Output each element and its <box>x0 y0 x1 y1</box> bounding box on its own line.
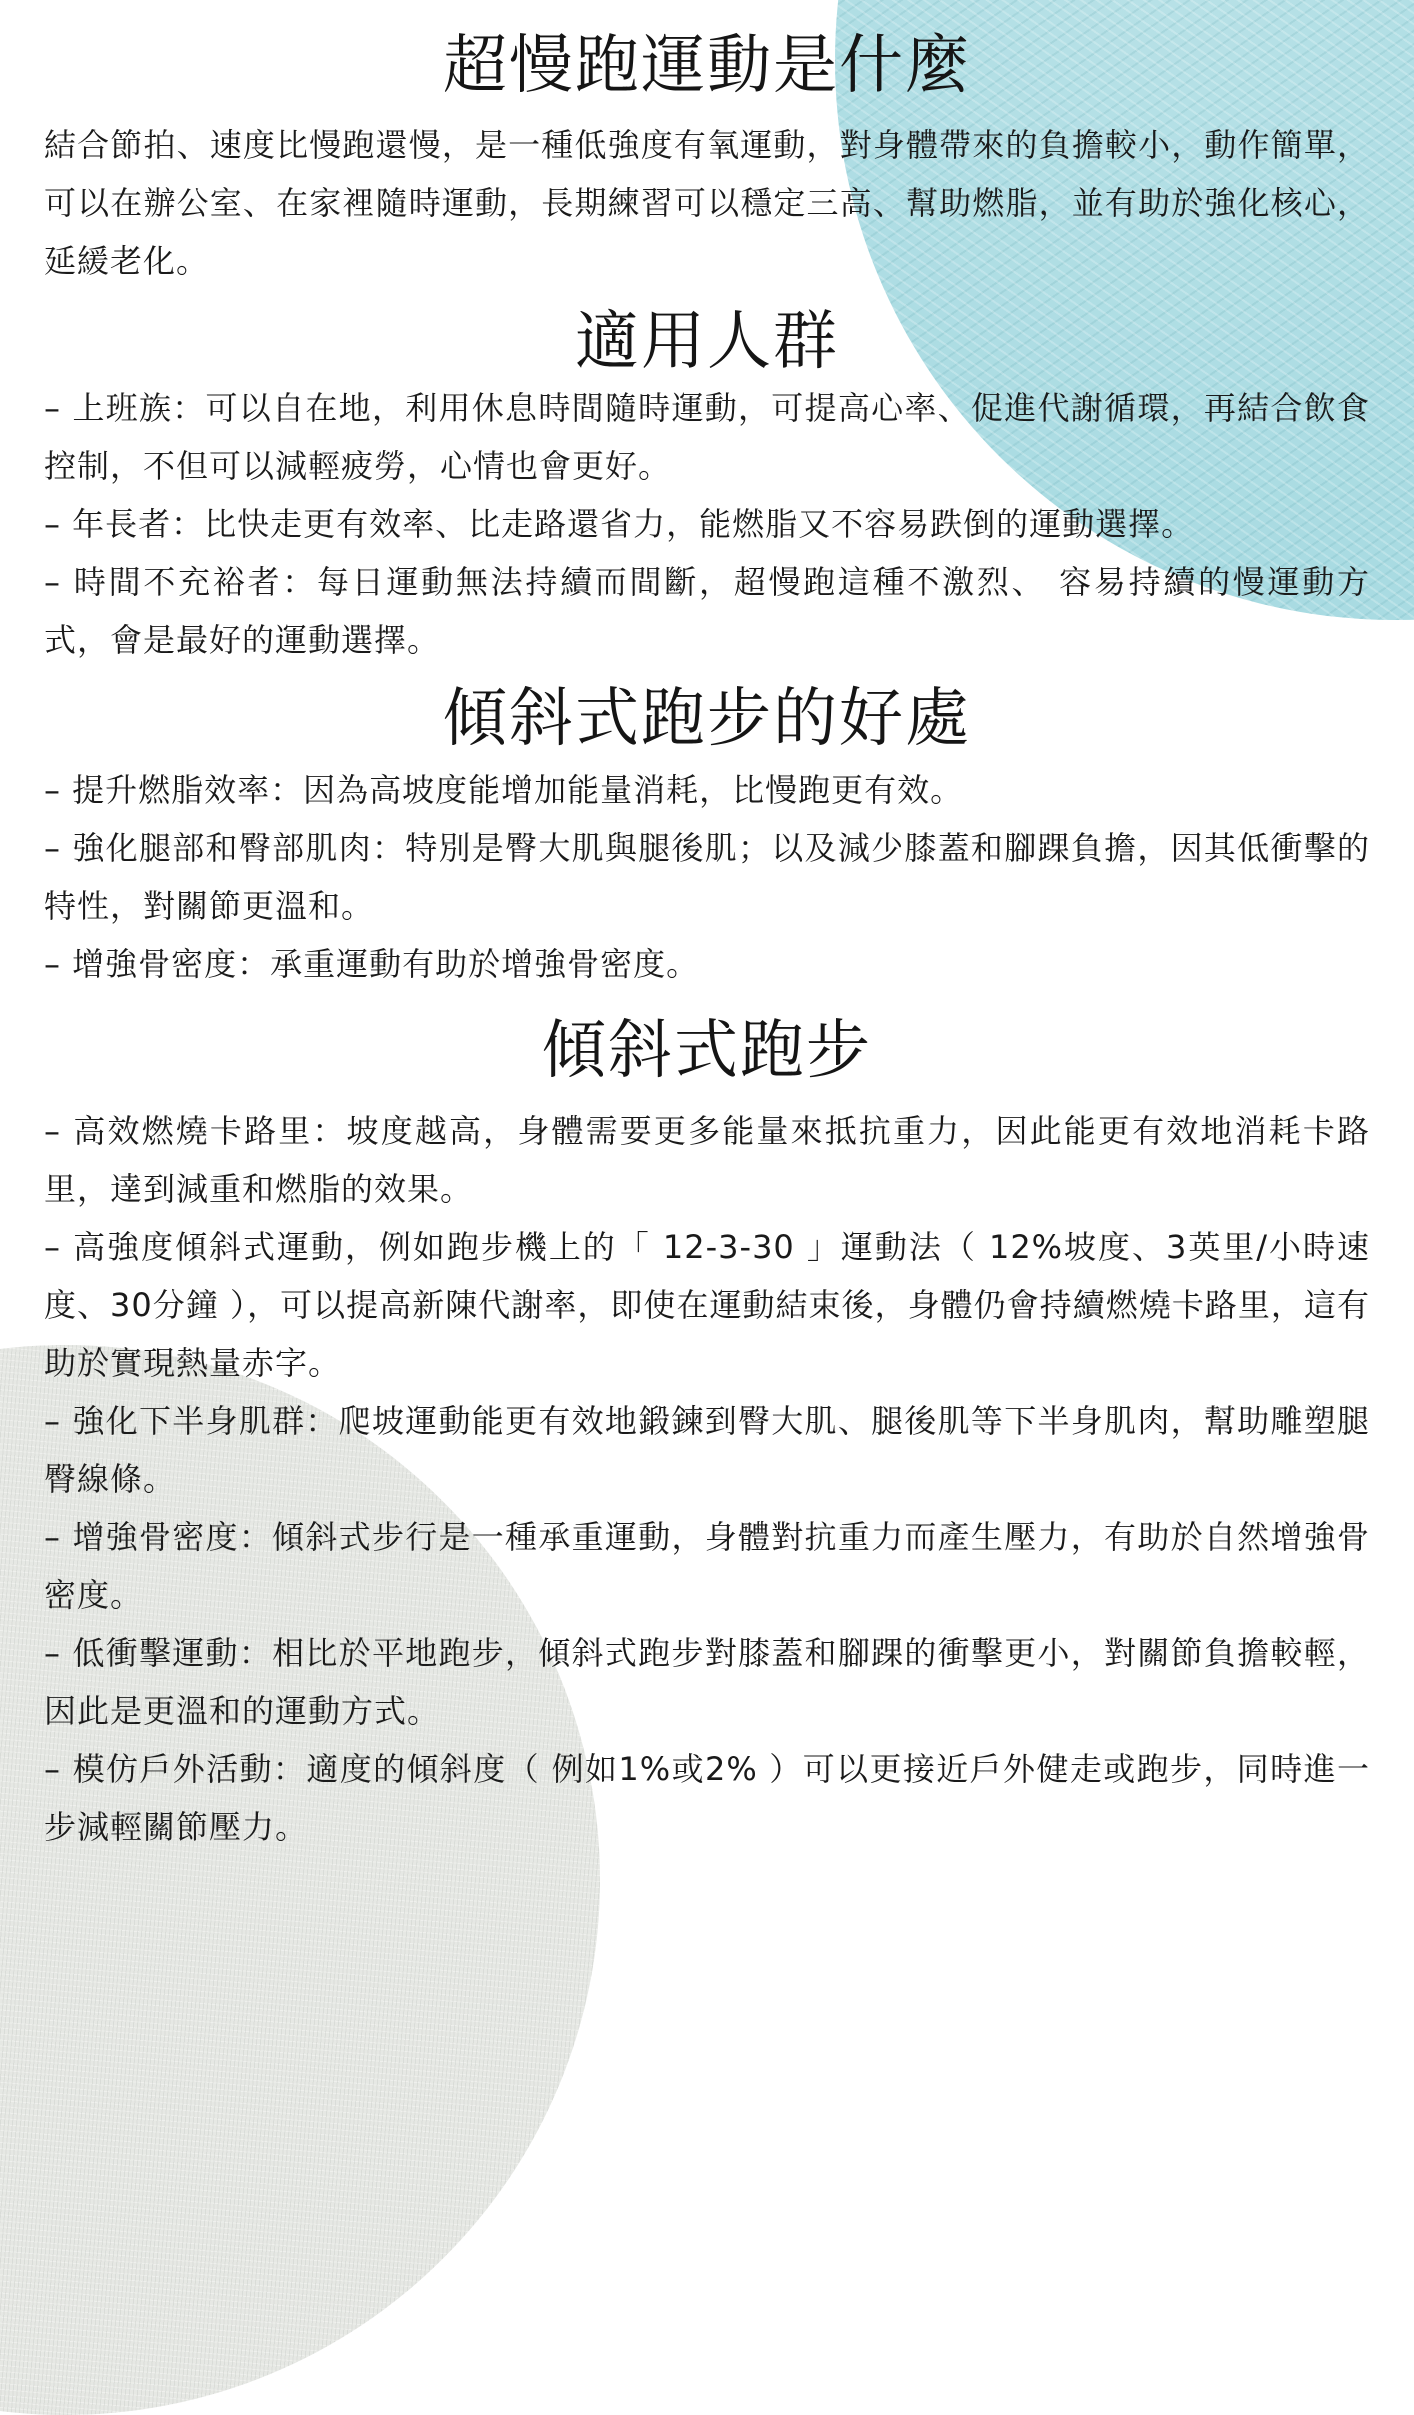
section-incline-running-benefits <box>44 683 1370 993</box>
section-heading: 傾斜式跑步 <box>542 1013 872 1088</box>
list-item: – 強化下半身肌群：爬坡運動能更有效地鍛鍊到臀大肌、腿後肌等下半身肌肉，幫助雕塑腿臀線條。 <box>44 1402 1370 1499</box>
list-item: – 年長者：比快走更有效率、比走路還省力，能燃脂又不容易跌倒的運動選擇。 <box>44 505 1195 544</box>
section-target-groups <box>44 306 1370 670</box>
section-heading: 超慢跑運動是什麼 <box>443 29 971 103</box>
section-incline-running <box>44 1015 1370 1857</box>
list-item: – 提升燃脂效率：因為高坡度能增加能量消耗，比慢跑更有效。 <box>44 770 964 809</box>
list-item: – 強化腿部和臀部肌肉：特別是臀大肌與腿後肌；以及減少膝蓋和腳踝負擔，因其低衝擊的特性，對關節更溫和。 <box>44 828 1370 925</box>
list-item: – 高效燃燒卡路里：坡度越高，身體需要更多能量來抵抗重力，因此能更有效地消耗卡路里，達到減重和燃脂的效果。 <box>44 1112 1370 1209</box>
list-item: – 時間不充裕者：每日運動無法持續而間斷，超慢跑這種不激烈、 容易持續的慢運動方式，會是最好的運動選擇。 <box>44 563 1370 660</box>
section-paragraph: 結合節拍、速度比慢跑還慢，是一種低強度有氧運動，對身體帶來的負擔較小，動作簡單，可以在辦公室、在家裡隨時運動，長期練習可以穩定三高、幫助燃脂，並有助於強化核心，延緩老化。 <box>44 125 1370 280</box>
section-what-is-super-slow-jogging <box>44 30 1370 290</box>
list-item: – 上班族：可以自在地，利用休息時間隨時運動，可提高心率、促進代謝循環，再結合飲食控制，不但可以減輕疲勞，心情也會更好。 <box>44 389 1370 486</box>
list-item: – 低衝擊運動：相比於平地跑步，傾斜式跑步對膝蓋和腳踝的衝擊更小，對關節負擔較輕，因此是更溫和的運動方式。 <box>44 1634 1370 1731</box>
section-heading: 適用人群 <box>575 304 839 379</box>
section-heading: 傾斜式跑步的好處 <box>443 682 971 757</box>
list-item: – 模仿戶外活動：適度的傾斜度（ 例如1%或2% ）可以更接近戶外健走或跑步，同時進一步減輕關節壓力。 <box>44 1750 1370 1847</box>
list-item: – 高強度傾斜式運動，例如跑步機上的「 12-3-30 」運動法（ 12%坡度、3英里/小時速度、30分鐘 ），可以提高新陳代謝率，即使在運動結束後，身體仍會持續燃燒卡路里，這有助於實現熱量赤字。 <box>44 1228 1370 1383</box>
list-item: – 增強骨密度：承重運動有助於增強骨密度。 <box>44 944 700 983</box>
document-body <box>44 30 1370 1856</box>
list-item: – 增強骨密度：傾斜式步行是一種承重運動，身體對抗重力而產生壓力，有助於自然增強骨密度。 <box>44 1518 1370 1615</box>
